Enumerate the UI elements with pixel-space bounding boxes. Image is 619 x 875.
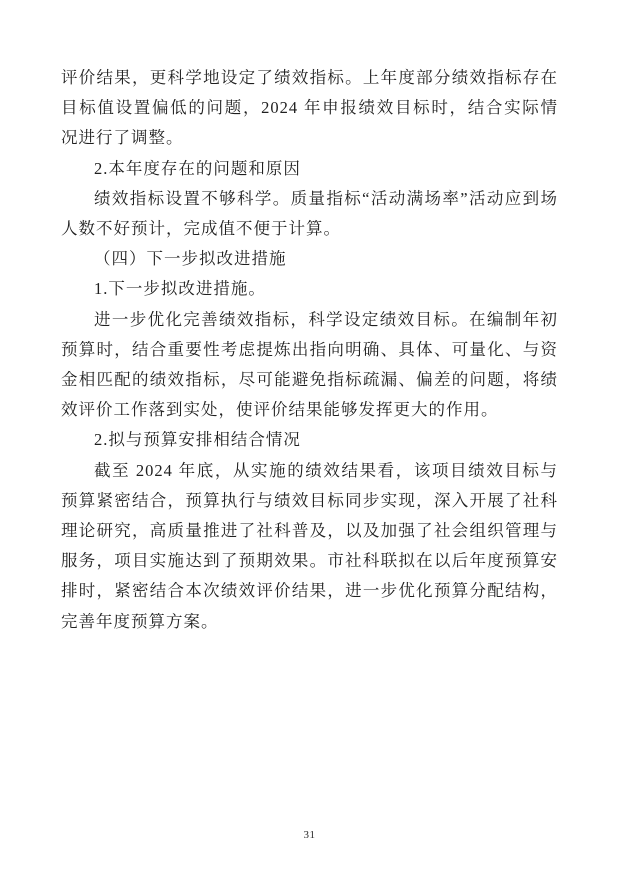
paragraph-continuation: 评价结果，更科学地设定了绩效指标。上年度部分绩效指标存在目标值设置偏低的问题，2024 年申报绩效目标时，结合实际情况进行了调整。 — [61, 68, 558, 148]
heading-budget-combination: 2.拟与预算安排相结合情况 — [94, 430, 301, 450]
paragraph-measures-detail: 进一步优化完善绩效指标，科学设定绩效目标。在编制年初预算时，结合重要性考虑提炼出指向明确、具体、可量化、与资金相匹配的绩效指标，尽可能避免指标疏漏、偏差的问题，将绩效评价工作落到实处，使评价结果能够发挥更大的作用。 — [61, 309, 558, 420]
paragraph-problems-detail: 绩效指标设置不够科学。质量指标“活动满场率”活动应到场人数不好预计，完成值不便于计算。 — [61, 188, 558, 239]
page-number: 31 — [303, 829, 316, 841]
section-heading-improvement-measures: （四）下一步拟改进措施 — [94, 249, 287, 269]
heading-next-step-measures: 1.下一步拟改进措施。 — [94, 279, 266, 299]
heading-problems-and-causes: 2.本年度存在的问题和原因 — [94, 158, 301, 178]
document-body — [61, 63, 558, 637]
paragraph-budget-detail: 截至 2024 年底，从实施的绩效结果看，该项目绩效目标与预算紧密结合，预算执行与绩效目标同步实现，深入开展了社科理论研究，高质量推进了社科普及，以及加强了社会组织管理与服务，项目实施达到了预期效果。市社科联拟在以后年度预算安排时，紧密结合本次绩效评价结果，进一步优化预算分配结构，完善年度预算方案。 — [61, 460, 558, 631]
